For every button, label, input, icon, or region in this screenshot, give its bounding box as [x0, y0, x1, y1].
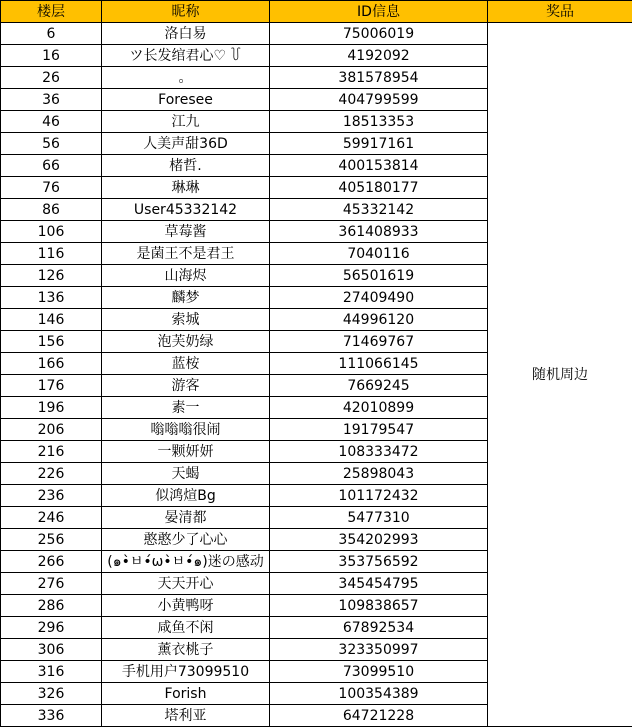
id-cell[interactable]: 44996120 [270, 309, 488, 331]
floor-cell[interactable]: 66 [1, 155, 102, 177]
nickname-cell[interactable]: 一颗妍妍 [102, 441, 270, 463]
table-body [1, 23, 632, 727]
id-cell[interactable]: 400153814 [270, 155, 488, 177]
nickname-cell[interactable]: ツ长发绾君心♡ ꒦ [102, 45, 270, 67]
id-cell[interactable]: 108333472 [270, 441, 488, 463]
nickname-cell[interactable]: 嗡嗡嗡很闹 [102, 419, 270, 441]
nickname-cell[interactable]: 琳琳 [102, 177, 270, 199]
id-cell[interactable]: 42010899 [270, 397, 488, 419]
nickname-cell[interactable]: 咸鱼不闲 [102, 617, 270, 639]
floor-cell[interactable]: 86 [1, 199, 102, 221]
nickname-cell[interactable]: 蓝桉 [102, 353, 270, 375]
nickname-cell[interactable]: 天蝎 [102, 463, 270, 485]
id-cell[interactable]: 45332142 [270, 199, 488, 221]
id-cell[interactable]: 354202993 [270, 529, 488, 551]
floor-cell[interactable]: 26 [1, 67, 102, 89]
nickname-cell[interactable]: 洛白易 [102, 23, 270, 45]
floor-cell[interactable]: 106 [1, 221, 102, 243]
nickname-cell[interactable]: 草莓酱 [102, 221, 270, 243]
id-cell[interactable]: 75006019 [270, 23, 488, 45]
id-cell[interactable]: 111066145 [270, 353, 488, 375]
nickname-cell[interactable]: 山海烬 [102, 265, 270, 287]
id-cell[interactable]: 100354389 [270, 683, 488, 705]
nickname-cell[interactable]: User45332142 [102, 199, 270, 221]
nickname-cell[interactable]: 。 [102, 67, 270, 89]
id-cell[interactable]: 109838657 [270, 595, 488, 617]
id-cell[interactable]: 25898043 [270, 463, 488, 485]
id-cell[interactable]: 405180177 [270, 177, 488, 199]
nickname-cell[interactable]: 楮哲. [102, 155, 270, 177]
id-cell[interactable]: 323350997 [270, 639, 488, 661]
floor-cell[interactable]: 236 [1, 485, 102, 507]
floor-cell[interactable]: 296 [1, 617, 102, 639]
floor-cell[interactable]: 166 [1, 353, 102, 375]
floor-cell[interactable]: 316 [1, 661, 102, 683]
floor-cell[interactable]: 256 [1, 529, 102, 551]
id-cell[interactable]: 67892534 [270, 617, 488, 639]
floor-cell[interactable]: 196 [1, 397, 102, 419]
nickname-cell[interactable]: Foresee [102, 89, 270, 111]
id-cell[interactable]: 4192092 [270, 45, 488, 67]
floor-cell[interactable]: 116 [1, 243, 102, 265]
id-cell[interactable]: 361408933 [270, 221, 488, 243]
floor-cell[interactable]: 126 [1, 265, 102, 287]
id-cell[interactable]: 101172432 [270, 485, 488, 507]
floor-cell[interactable]: 336 [1, 705, 102, 727]
floor-cell[interactable]: 56 [1, 133, 102, 155]
nickname-cell[interactable]: (๑•̀ㅂ•́ω•̀ㅂ•́๑)迷の感动 [102, 551, 270, 573]
floor-cell[interactable]: 266 [1, 551, 102, 573]
floor-cell[interactable]: 216 [1, 441, 102, 463]
header-prize[interactable]: 奖品 [488, 1, 632, 23]
nickname-cell[interactable]: 似鸿煊Bg [102, 485, 270, 507]
floor-cell[interactable]: 286 [1, 595, 102, 617]
floor-cell[interactable]: 76 [1, 177, 102, 199]
nickname-cell[interactable]: 素一 [102, 397, 270, 419]
floor-cell[interactable]: 176 [1, 375, 102, 397]
id-cell[interactable]: 5477310 [270, 507, 488, 529]
nickname-cell[interactable]: Forish [102, 683, 270, 705]
nickname-cell[interactable]: 天天开心 [102, 573, 270, 595]
header-floor[interactable]: 楼层 [1, 1, 102, 23]
header-id[interactable]: ID信息 [270, 1, 488, 23]
floor-cell[interactable]: 246 [1, 507, 102, 529]
prize-cell[interactable]: 随机周边 [488, 23, 632, 727]
id-cell[interactable]: 19179547 [270, 419, 488, 441]
floor-cell[interactable]: 6 [1, 23, 102, 45]
nickname-cell[interactable]: 手机用户73099510 [102, 661, 270, 683]
id-cell[interactable]: 59917161 [270, 133, 488, 155]
floor-cell[interactable]: 16 [1, 45, 102, 67]
nickname-cell[interactable]: 晏清都 [102, 507, 270, 529]
id-cell[interactable]: 345454795 [270, 573, 488, 595]
nickname-cell[interactable]: 小黄鸭呀 [102, 595, 270, 617]
id-cell[interactable]: 73099510 [270, 661, 488, 683]
floor-cell[interactable]: 326 [1, 683, 102, 705]
nickname-cell[interactable]: 人美声甜36D [102, 133, 270, 155]
id-cell[interactable]: 18513353 [270, 111, 488, 133]
id-cell[interactable]: 7669245 [270, 375, 488, 397]
floor-cell[interactable]: 226 [1, 463, 102, 485]
nickname-cell[interactable]: 游客 [102, 375, 270, 397]
nickname-cell[interactable]: 泡芙奶绿 [102, 331, 270, 353]
floor-cell[interactable]: 136 [1, 287, 102, 309]
nickname-cell[interactable]: 是菌王不是君王 [102, 243, 270, 265]
header-nickname[interactable]: 昵称 [102, 1, 270, 23]
nickname-cell[interactable]: 江九 [102, 111, 270, 133]
floor-cell[interactable]: 36 [1, 89, 102, 111]
nickname-cell[interactable]: 憨憨少了心心 [102, 529, 270, 551]
floor-cell[interactable]: 306 [1, 639, 102, 661]
id-cell[interactable]: 404799599 [270, 89, 488, 111]
floor-cell[interactable]: 276 [1, 573, 102, 595]
id-cell[interactable]: 381578954 [270, 67, 488, 89]
id-cell[interactable]: 71469767 [270, 331, 488, 353]
id-cell[interactable]: 7040116 [270, 243, 488, 265]
id-cell[interactable]: 64721228 [270, 705, 488, 727]
id-cell[interactable]: 353756592 [270, 551, 488, 573]
id-cell[interactable]: 27409490 [270, 287, 488, 309]
nickname-cell[interactable]: 麟梦 [102, 287, 270, 309]
floor-cell[interactable]: 206 [1, 419, 102, 441]
floor-cell[interactable]: 156 [1, 331, 102, 353]
nickname-cell[interactable]: 薰衣桃子 [102, 639, 270, 661]
nickname-cell[interactable]: 索城 [102, 309, 270, 331]
table-row [1, 23, 632, 45]
floor-cell[interactable]: 46 [1, 111, 102, 133]
id-cell[interactable]: 56501619 [270, 265, 488, 287]
nickname-cell[interactable]: 塔利亚 [102, 705, 270, 727]
floor-cell[interactable]: 146 [1, 309, 102, 331]
header-row [1, 1, 632, 23]
